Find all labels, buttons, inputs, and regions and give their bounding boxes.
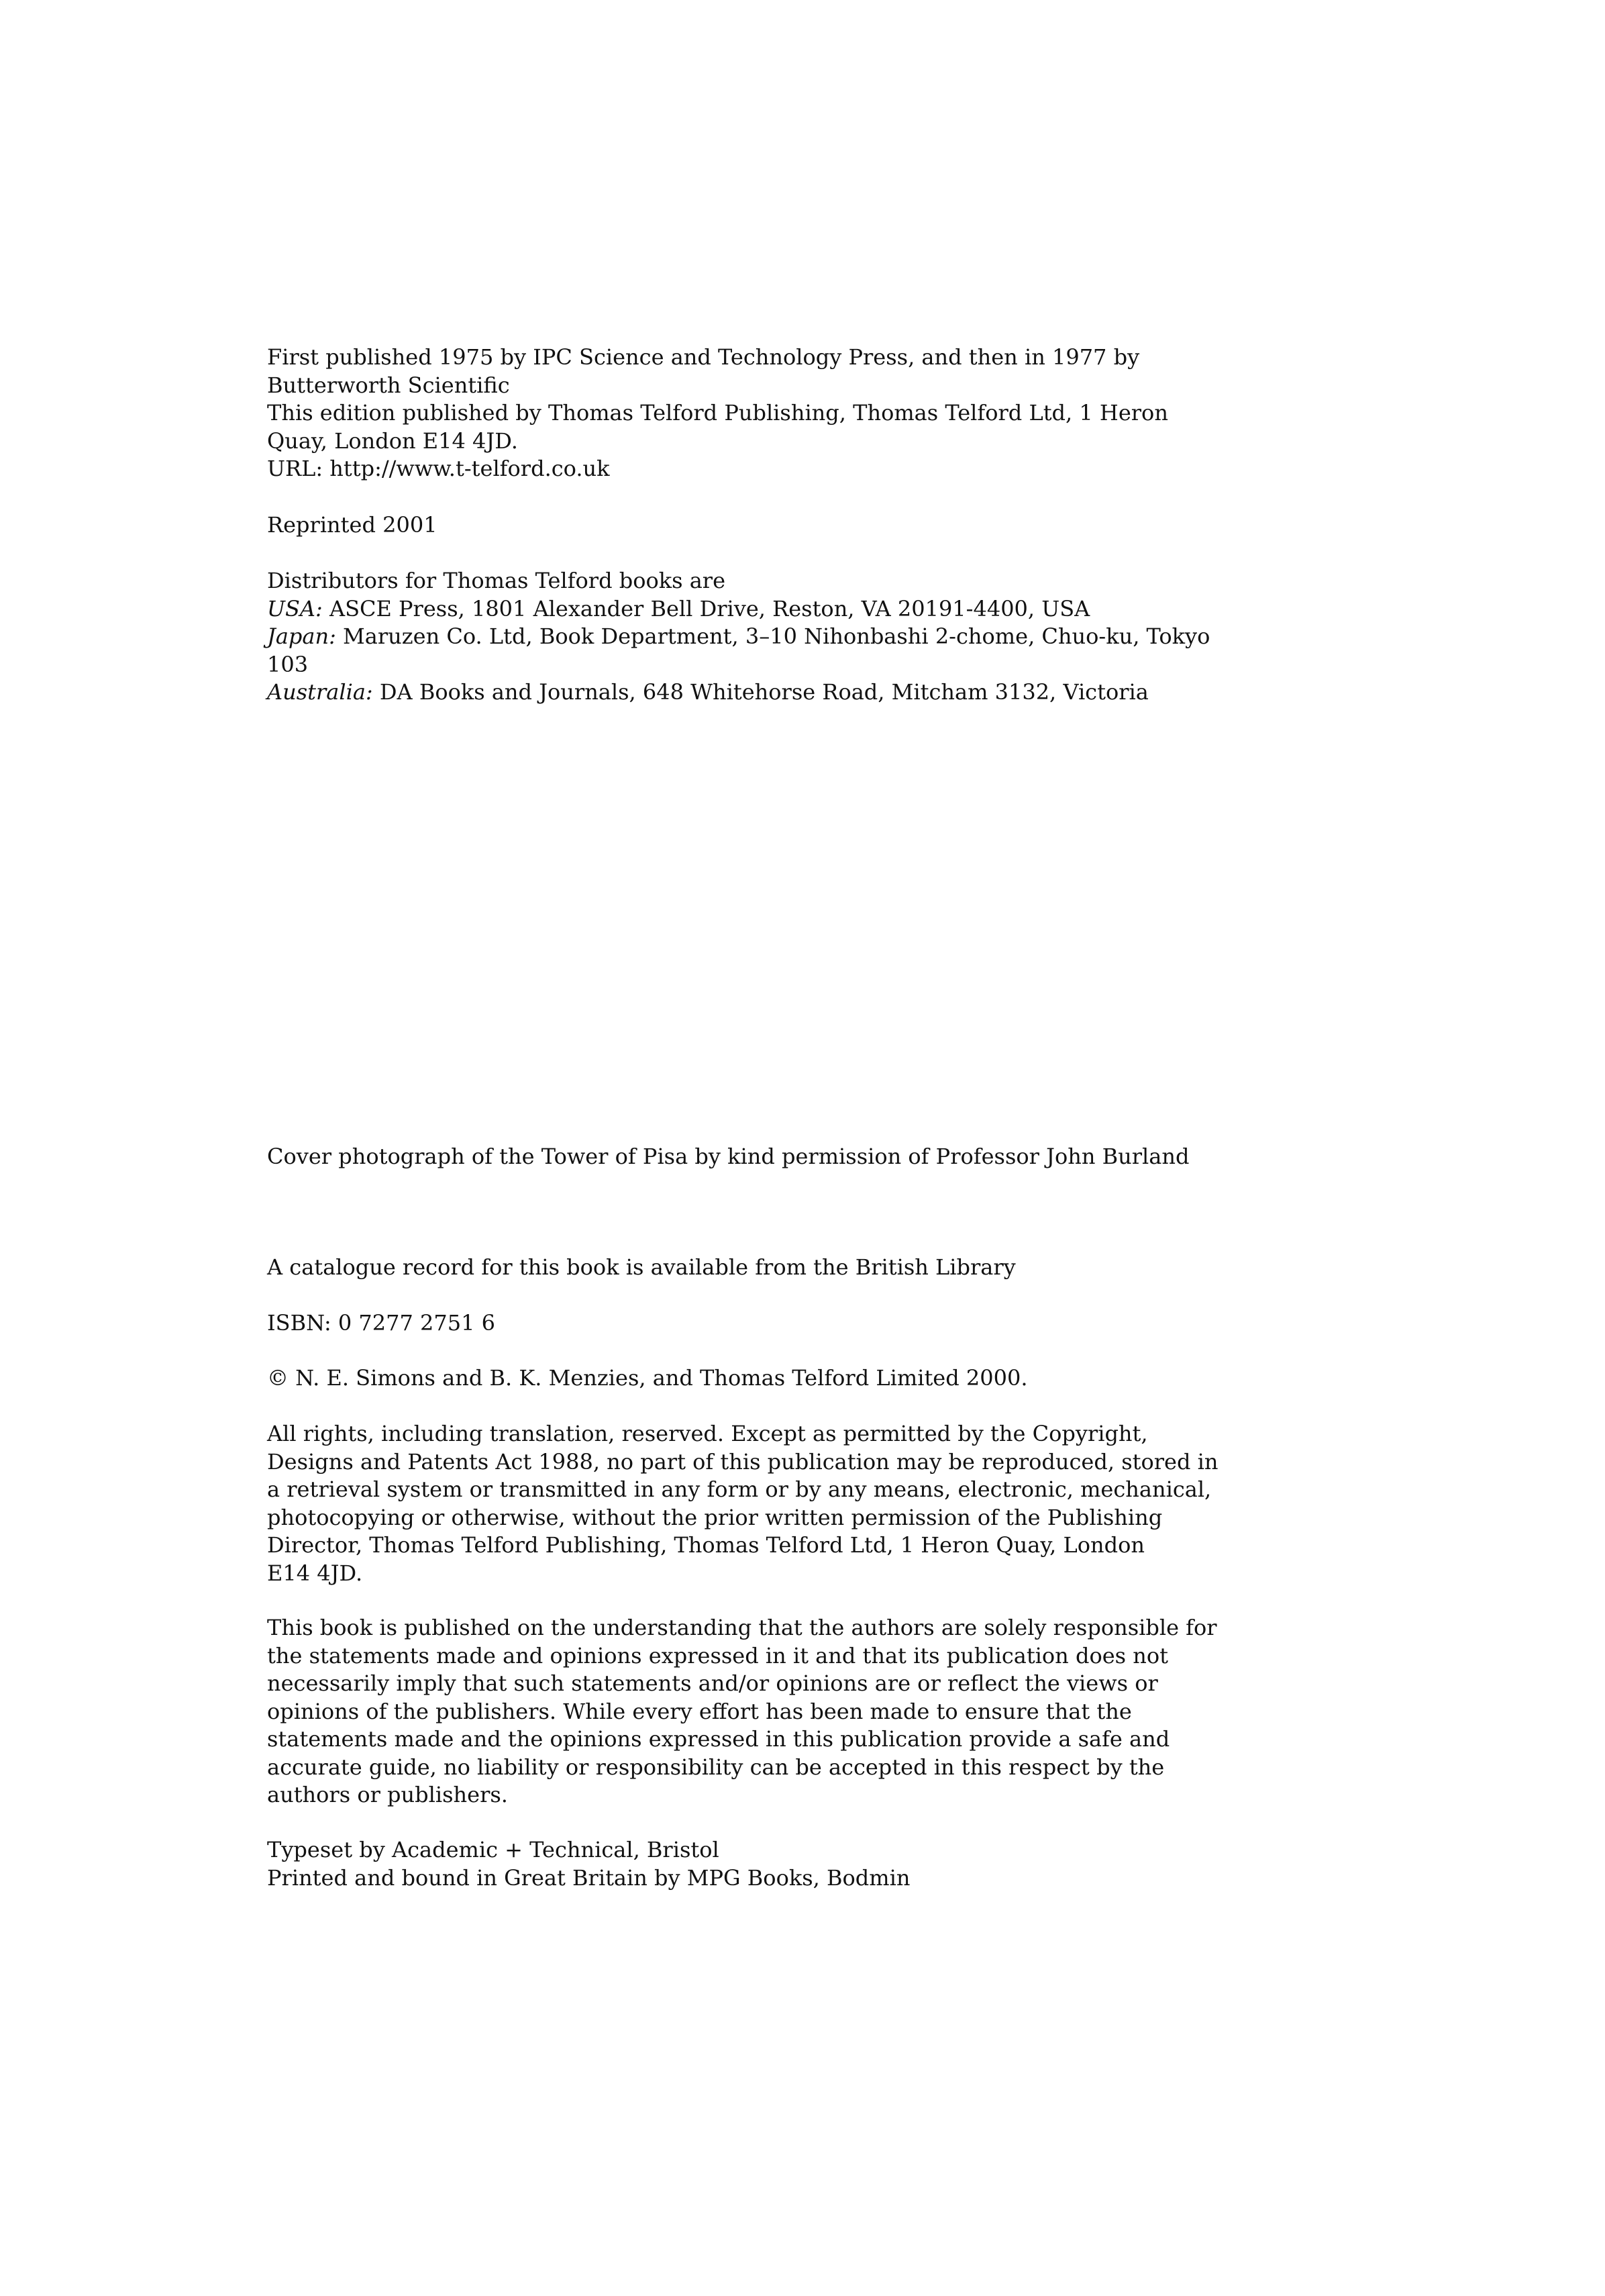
isbn (267, 1309, 1193, 1338)
production-credits (267, 1836, 1193, 1892)
copyright-notice (267, 1364, 1193, 1393)
copyright-text: © N. E. Simons and B. K. Menzies, and Thomas Telford Limited 2000. (267, 1365, 1028, 1391)
distributors-heading: Distributors for Thomas Telford books are (267, 568, 726, 593)
disclaimer-line: statements made and the opinions expressed in this publication provide a safe and (267, 1726, 1170, 1752)
disclaimer-line: This book is published on the understanding that the authors are solely responsible for (267, 1615, 1217, 1640)
usa-text: ASCE Press, 1801 Alexander Bell Drive, Reston, VA 20191-4400, USA (322, 595, 1090, 621)
distributor-japan-cont: 103 (267, 651, 309, 677)
reprint-notice (267, 511, 1193, 540)
japan-text: Maruzen Co. Ltd, Book Department, 3–10 Nihonbashi 2-chome, Chuo-ku, Tokyo (335, 623, 1210, 649)
rights-paragraph (267, 1420, 1219, 1587)
catalogue-text: A catalogue record for this book is available from the British Library (267, 1254, 1016, 1280)
distributor-japan (267, 623, 1210, 651)
distributor-australia (267, 679, 1193, 707)
typeset-text: Typeset by Academic + Technical, Bristol (267, 1837, 719, 1862)
rights-line: a retrieval system or transmitted in any form or by any means, electronic, mechanical, (267, 1477, 1212, 1502)
australia-text: DA Books and Journals, 648 Whitehorse Road, Mitcham 3132, Victoria (372, 679, 1149, 705)
disclaimer-line: the statements made and opinions expressed in it and that its publication does not (267, 1642, 1168, 1668)
cover-credit (267, 1143, 1193, 1171)
publication-line-1: First published 1975 by IPC Science and Technology Press, and then in 1977 by (267, 344, 1140, 370)
distributors (267, 567, 1210, 707)
rights-line: Designs and Patents Act 1988, no part of this publication may be reproduced, stored in (267, 1448, 1219, 1475)
disclaimer-line: accurate guide, no liability or responsibility can be accepted in this respect by the (267, 1754, 1165, 1780)
disclaimer-line: authors or publishers. (267, 1782, 508, 1807)
publication-line-4: Quay, London E14 4JD. (267, 428, 518, 454)
publication-line-3: This edition published by Thomas Telford Publishing, Thomas Telford Ltd, 1 Heron (267, 400, 1168, 426)
reprint-text: Reprinted 2001 (267, 512, 437, 538)
publication-history (267, 344, 1193, 483)
disclaimer-line: necessarily imply that such statements and/or opinions are or reflect the views or (267, 1670, 1158, 1696)
japan-label: Japan: (267, 623, 336, 649)
usa-label: USA: (267, 595, 323, 621)
isbn-text: ISBN: 0 7277 2751 6 (267, 1310, 495, 1336)
cover-credit-text: Cover photograph of the Tower of Pisa by kind permission of Professor John Burland (267, 1144, 1190, 1169)
catalogue-record (267, 1254, 1193, 1282)
printed-text: Printed and bound in Great Britain by MPG Books, Bodmin (267, 1864, 911, 1891)
distributor-usa (267, 595, 1193, 623)
rights-line: Director, Thomas Telford Publishing, Thomas Telford Ltd, 1 Heron Quay, London (267, 1532, 1145, 1558)
rights-line: photocopying or otherwise, without the prior written permission of the Publishing (267, 1504, 1163, 1530)
publication-line-2: Butterworth Scientific (267, 372, 510, 398)
publisher-url: URL: http://www.t-telford.co.uk (267, 456, 610, 481)
rights-line: E14 4JD. (267, 1560, 363, 1586)
rights-line: All rights, including translation, reserved. Except as permitted by the Copyright, (267, 1421, 1148, 1446)
australia-label: Australia: (267, 679, 373, 705)
disclaimer-paragraph (267, 1614, 1217, 1809)
disclaimer-line: opinions of the publishers. While every effort has been made to ensure that the (267, 1698, 1132, 1724)
